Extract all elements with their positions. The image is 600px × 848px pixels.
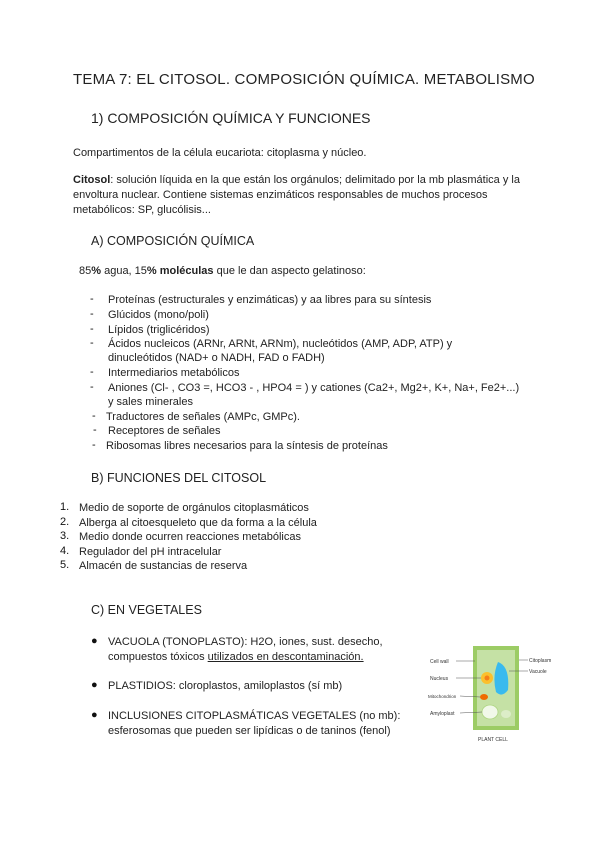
gelatinous-text: que le dan aspecto gelatinoso: [213, 265, 366, 277]
dash-bullet: - [92, 410, 96, 422]
component-item: Receptores de señales [108, 425, 221, 437]
dash-bullet: - [90, 293, 94, 305]
list-number: 3. [60, 530, 70, 542]
component-item: Aniones (Cl- , CO3 =, HCO3 - , HPO4 = ) y cationes (Ca2+, Mg2+, K+, Na+, Fe2+...) [108, 382, 520, 394]
citosol-term: Citosol [73, 174, 111, 186]
subsection-b-heading: B) FUNCIONES DEL CITOSOL [91, 471, 267, 485]
amyloplast-shape [482, 705, 498, 719]
component-item: Proteínas (estructurales y enzimáticas) y aa libres para su síntesis [108, 294, 432, 306]
section-1-heading: 1) COMPOSICIÓN QUÍMICA Y FUNCIONES [91, 110, 371, 126]
list-number: 4. [60, 545, 70, 557]
vacuola-line-1: VACUOLA (TONOPLASTO): H2O, iones, sust. desecho, [108, 636, 383, 648]
list-number: 2. [60, 516, 70, 528]
dash-bullet: - [93, 424, 97, 436]
toxic-compounds-text: compuestos tóxicos [108, 651, 208, 663]
mitochondrion-shape [480, 694, 488, 700]
component-item: Intermediarios metabólicos [108, 367, 240, 379]
diagram-caption: PLANT CELL [478, 737, 508, 743]
function-item: Regulador del pH intracelular [79, 546, 222, 558]
page-title: TEMA 7: EL CITOSOL. COMPOSICIÓN QUÍMICA. METABOLISMO [73, 71, 535, 88]
subsection-a-heading: A) COMPOSICIÓN QUÍMICA [91, 234, 255, 248]
inclusiones-line-1: INCLUSIONES CITOPLASMÁTICAS VEGETALES (no mb): [108, 710, 401, 722]
water-text: agua, 15 [101, 265, 147, 277]
dash-bullet: - [92, 439, 96, 451]
nucleolus-shape [485, 676, 490, 681]
molecules-bold: % moléculas [146, 265, 214, 277]
function-item: Alberga al citoesqueleto que da forma a la célula [79, 517, 317, 529]
vac-label: Vacuole [529, 669, 547, 675]
compartimentos-text: Compartimentos de la célula eucariota: citoplasma y núcleo. [73, 147, 367, 159]
list-number: 5. [60, 559, 70, 571]
component-item: Traductores de señales (AMPc, GMPc). [106, 411, 300, 423]
component-item: Ácidos nucleicos (ARNr, ARNt, ARNm), nucleótidos (AMP, ADP, ATP) y [108, 338, 453, 350]
component-item: Ribosomas libres necesarios para la síntesis de proteínas [106, 440, 388, 452]
nucleus-label: Nucleus [430, 676, 449, 682]
water-pct-sign: % [91, 265, 102, 277]
plastidios-item: PLASTIDIOS: cloroplastos, amiloplastos (sí mb) [108, 680, 343, 692]
citosol-definition: : solución líquida en la que están los orgánulos; delimitado por la mb plasmática y la [110, 174, 520, 186]
mito-label: Mitochondrion [428, 694, 457, 699]
function-item: Almacén de sustancias de reserva [79, 560, 248, 572]
cellwall-label: Cell wall [430, 659, 449, 665]
decontamination-underlined: utilizados en descontaminación. [207, 651, 364, 663]
citosol-paragraph-line-1 [73, 173, 520, 188]
dash-bullet: - [90, 381, 94, 393]
composition-intro [79, 264, 366, 279]
dot-bullet: ● [91, 679, 98, 691]
component-item: Lípidos (triglicéridos) [108, 324, 210, 336]
vacuola-line-2 [108, 650, 364, 665]
component-item: Glúcidos (mono/poli) [108, 309, 209, 321]
component-item-continued: dinucleótidos (NAD+ o NADH, FAD o FADH) [108, 352, 325, 364]
citosol-paragraph-line-2: envoltura nuclear. Contiene sistemas enzimáticos responsables de muchos procesos [73, 189, 488, 201]
chloroplast-shape [501, 710, 511, 718]
plant-cell-diagram [428, 640, 590, 745]
dot-bullet: ● [91, 635, 98, 647]
dash-bullet: - [90, 323, 94, 335]
function-item: Medio de soporte de orgánulos citoplasmáticos [79, 502, 309, 514]
dash-bullet: - [90, 308, 94, 320]
dot-bullet: ● [91, 709, 98, 721]
component-item-continued: y sales minerales [108, 396, 193, 408]
function-item: Medio donde ocurren reacciones metabólicas [79, 531, 301, 543]
dash-bullet: - [90, 366, 94, 378]
citosol-paragraph-line-3: metabólicos: SP, glucólisis... [73, 204, 211, 216]
list-number: 1. [60, 501, 70, 513]
cyto-label: Citoplasm [529, 658, 552, 664]
dash-bullet: - [90, 337, 94, 349]
subsection-c-heading: C) EN VEGETALES [91, 603, 202, 617]
inclusiones-line-2: esferosomas que pueden ser lipídicas o de taninos (fenol) [108, 725, 391, 737]
amylo-label: Amyloplast [430, 711, 455, 717]
water-pct-number: 85 [79, 265, 92, 277]
